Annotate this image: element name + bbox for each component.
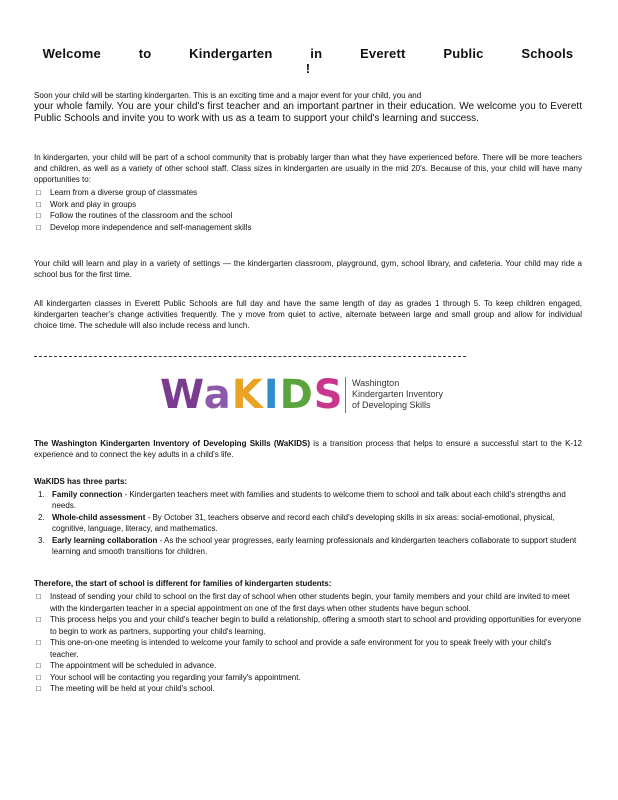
community-text: In kindergarten, your child will be part of a school community that is probably larger than what they have experienced before. There will be more teachers and children, as well as a variety of other school staff. Class sizes in kindergarten are usually in the mid 20's. Because of this, your child will have many opportunities to: bbox=[34, 153, 582, 184]
logo-subtitle-line: of Developing Skills bbox=[352, 400, 431, 410]
list-item bbox=[34, 489, 582, 511]
wakids-wordmark bbox=[160, 372, 344, 418]
item-label: Early learning collaboration bbox=[52, 536, 158, 545]
settings-text: Your child will learn and play in a variety of settings — the kindergarten classroom, playground, gym, school library, and cafeteria. Your child may ride a school bus for the first time. bbox=[34, 259, 582, 279]
item-label: Family connection bbox=[52, 490, 123, 499]
item-text: - By October 31, teachers observe and record each child's developing skills in six areas: social-emotional, physical, cognitive, language, literacy, and mathematics. bbox=[52, 513, 555, 533]
list-item: □ Develop more independence and self-management skills bbox=[34, 222, 582, 234]
opportunity-list bbox=[34, 187, 582, 233]
list-item: □ Instead of sending your child to school on the first day of school when other students begin, your family members and your child are invited to meet with the kindergarten teacher in a special appointment on one of the first days when other students have begun school. bbox=[34, 591, 582, 614]
start-section bbox=[34, 578, 582, 695]
list-item: □ The appointment will be scheduled in advance. bbox=[34, 660, 582, 672]
list-item: □ Work and play in groups bbox=[34, 199, 582, 211]
schedule-text: All kindergarten classes in Everett Public Schools are full day and have the same length of day as grades 1 through 5. To keep children engaged, kindergarten teacher's change activities frequently. The y move from quiet to active, alternate between large and small group and allow for individual choice time. The schedule will also include recess and lunch. bbox=[34, 299, 582, 330]
intro-paragraph bbox=[34, 90, 582, 125]
start-heading: Therefore, the start of school is different for families of kindergarten students: bbox=[34, 579, 332, 588]
wakids-name: The Washington Kindergarten Inventory of Developing Skills (WaKIDS) bbox=[34, 439, 311, 448]
logo-letter-s: S bbox=[313, 372, 344, 418]
wakids-logo bbox=[160, 372, 460, 418]
logo-subtitle-line: Kindergarten Inventory bbox=[352, 389, 444, 399]
logo-subtitle bbox=[352, 378, 443, 411]
logo-divider bbox=[345, 377, 346, 413]
list-item: □ This process helps you and your child's teacher begin to build a relationship, offering a smooth start to school and providing opportunities for everyone to begin to work as partners, supporting your child's learning. bbox=[34, 614, 582, 637]
parts-heading: WaKIDS has three parts: bbox=[34, 477, 128, 486]
settings-paragraph bbox=[34, 258, 582, 280]
logo-letter-w: W bbox=[160, 372, 204, 418]
page-title: Welcome to Kindergarten in Everett Public Schools ! bbox=[42, 46, 574, 76]
parts-list bbox=[34, 489, 582, 557]
wakids-intro-text: is a transition process that helps to ensure a successful start to the K-12 experience and to connect the key adults in a child's life. bbox=[34, 439, 583, 459]
item-number: 3. bbox=[38, 536, 45, 545]
item-number: 2. bbox=[38, 513, 45, 522]
logo-letter-d: D bbox=[279, 372, 314, 418]
wakids-parts bbox=[34, 476, 582, 558]
list-item: □ Learn from a diverse group of classmates bbox=[34, 187, 582, 199]
list-item: □ Your school will be contacting you regarding your family's appointment. bbox=[34, 672, 582, 684]
item-number: 1. bbox=[38, 490, 45, 499]
item-text: - As the school year progresses, early learning professionals and kindergarten teachers collaborate to support student learning and smooth transitions for children. bbox=[52, 536, 577, 556]
dashed-divider bbox=[34, 356, 466, 357]
item-text: - Kindergarten teachers meet with families and students to welcome them to school and talk about each child's strengths and needs. bbox=[52, 490, 566, 510]
list-item bbox=[34, 512, 582, 534]
start-list bbox=[34, 591, 582, 695]
wakids-intro bbox=[34, 438, 582, 460]
list-item bbox=[34, 535, 582, 557]
intro-continuation: your whole family. You are your child's first teacher and an important partner in their education. We welcome you to Everett Public Schools and invite you to work with us as a team to support your child's learning and success. bbox=[34, 101, 582, 124]
item-label: Whole-child assessment bbox=[52, 513, 146, 522]
logo-letter-i: I bbox=[263, 372, 280, 418]
schedule-paragraph bbox=[34, 298, 582, 331]
list-item: □ The meeting will be held at your child's school. bbox=[34, 683, 582, 695]
logo-letter-a: a bbox=[203, 372, 232, 418]
intro-line: Soon your child will be starting kindergarten. This is an exciting time and a major event for your child, you and bbox=[34, 91, 422, 100]
logo-letter-k: K bbox=[231, 372, 264, 418]
list-item: □ Follow the routines of the classroom and the school bbox=[34, 210, 582, 222]
logo-subtitle-line: Washington bbox=[352, 378, 400, 388]
list-item: □ This one-on-one meeting is intended to welcome your family to school and provide a safe environment for you to speak freely with your child's teacher. bbox=[34, 637, 582, 660]
community-paragraph bbox=[34, 152, 582, 233]
